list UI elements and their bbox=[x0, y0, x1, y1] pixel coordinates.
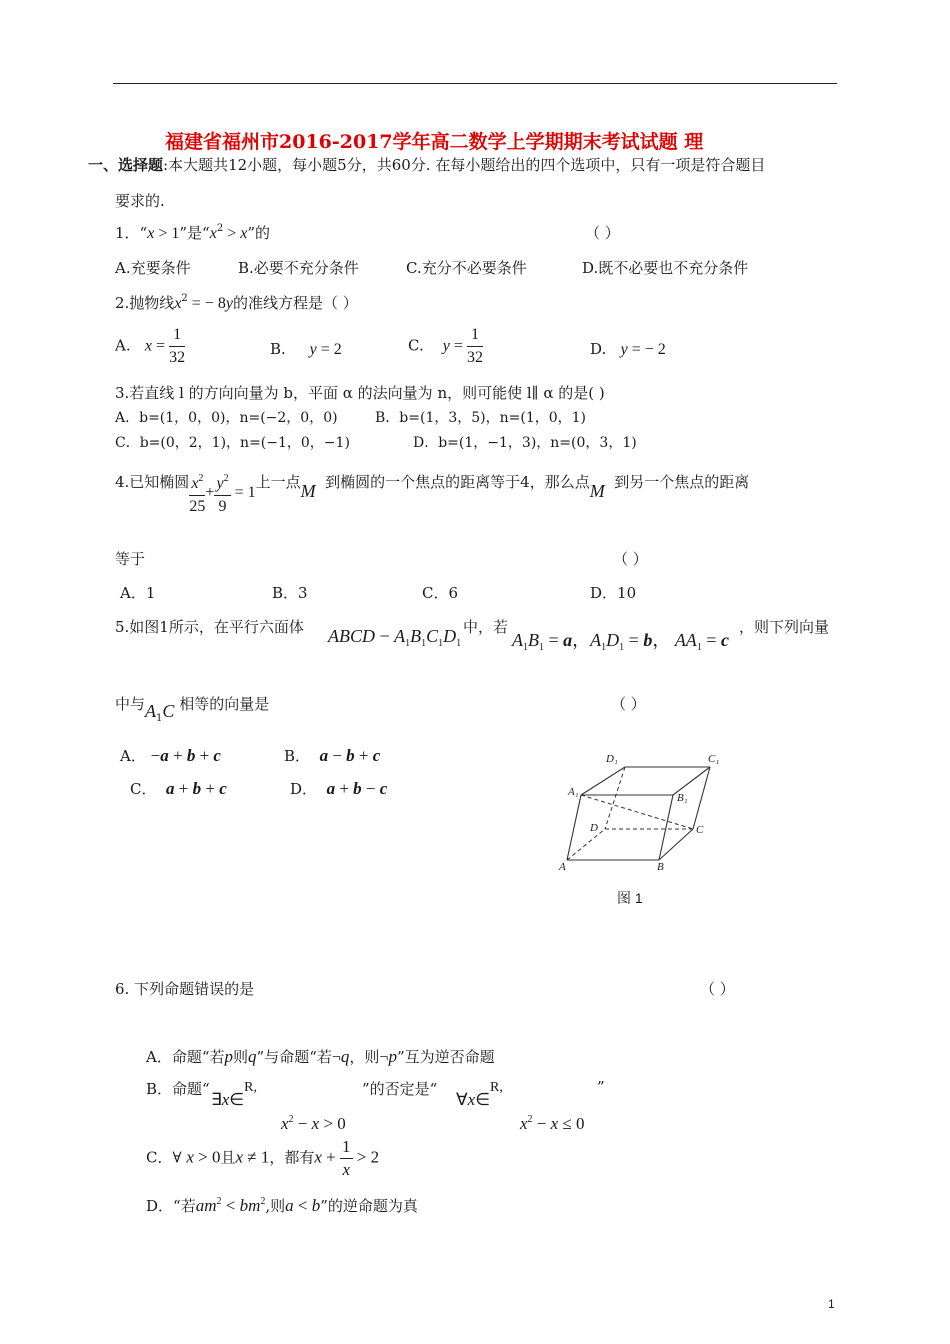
question-6-stem: 6. 下列命题错误的是 bbox=[115, 980, 255, 998]
section-intro bbox=[88, 154, 765, 175]
q6-option-b-mid: ”的否定是“ bbox=[362, 1080, 438, 1098]
q4-option-d: D．10 bbox=[590, 584, 637, 602]
label-b1: B₁ bbox=[677, 792, 688, 804]
edge-b1-b bbox=[659, 795, 673, 860]
label-d1: D₁ bbox=[606, 753, 618, 765]
edge-b-c bbox=[659, 829, 693, 860]
q5-conditions: $A_1B_1 = a$，$A_1D_1 = b$， $AA_1 = c$ bbox=[512, 630, 729, 653]
q5-option-a: A． −a + b + c bbox=[120, 746, 221, 765]
section-label: 一、选择题 bbox=[88, 156, 164, 174]
label-d: D bbox=[590, 822, 598, 834]
q1-expr-x-gt-1: x bbox=[147, 225, 155, 242]
q6-option-b-expr1: ∃x∈$^{R,}$ $x^2 - x > 0$ bbox=[211, 1080, 346, 1133]
figure-caption: 图 1 bbox=[617, 890, 643, 906]
label-a: A bbox=[559, 861, 566, 873]
question-2-stem: 2.抛物线$x^2$ = − 8y的准线方程是（ ） bbox=[115, 293, 358, 312]
q3-option-c: C．b=(0，2，1)，n=(−1，0，−1) bbox=[115, 435, 350, 451]
q1-option-a: A.充要条件 bbox=[115, 259, 191, 277]
edge-c1-c bbox=[693, 767, 710, 829]
q1-answer-paren: （ ） bbox=[585, 224, 620, 242]
edge-a1-d1 bbox=[581, 767, 625, 795]
q4-option-c: C．6 bbox=[422, 584, 459, 602]
section-intro-line2: 要求的. bbox=[115, 192, 165, 210]
q6-option-c: C．∀ x > 0且x ≠ 1，都有x + $\frac{1}{x}$ > 2 bbox=[146, 1137, 380, 1179]
q1-option-d: D.既不必要也不充分条件 bbox=[582, 259, 749, 277]
q3-option-b: B．b=(1，3，5)，n=(1，0，1) bbox=[375, 410, 587, 426]
label-b: B bbox=[657, 861, 664, 873]
q4-option-a: A．1 bbox=[120, 584, 156, 602]
page-title: 福建省福州市2016-2017学年高二数学上学期期末考试试题 理 bbox=[165, 131, 704, 153]
q5-stem-c: ，则下列向量 bbox=[739, 618, 830, 636]
q4-option-b: B．3 bbox=[272, 584, 308, 602]
edge-c1-b1 bbox=[673, 767, 710, 795]
q4-stem-cont: 等于 bbox=[115, 550, 146, 568]
hidden-edge-d1-d bbox=[605, 767, 625, 829]
question-4-stem: 4.已知椭圆 $\frac{x^2}{25}$ + $\frac{y^2}{9}$ = 1上一点M 到椭圆的一个焦点的距离等于4，那么点M 到另一个焦点的距离 bbox=[115, 468, 749, 518]
q1-option-c: C.充分不必要条件 bbox=[406, 259, 527, 277]
q5-option-c: C． a + b + c bbox=[130, 779, 227, 798]
question-5-stem: 5.如图1所示，在平行六面体 bbox=[115, 618, 304, 636]
parallelepiped-figure bbox=[550, 745, 730, 875]
label-a1: A₁ bbox=[568, 786, 579, 798]
q6-answer-paren: （ ） bbox=[700, 980, 735, 998]
q3-option-a: A．b=(1，0，0)，n=(−2，0，0) bbox=[115, 410, 338, 426]
question-1-stem: 1．“x > 1”是“$x^2 > x$”的 bbox=[115, 223, 270, 242]
q3-option-d: D．b=(1，−1，3)，n=(0，3，1) bbox=[413, 435, 637, 451]
label-c: C bbox=[696, 824, 704, 836]
q6-option-d: D．“若$am^2 < bm^2$,则a < b”的逆命题为真 bbox=[146, 1196, 418, 1215]
q6-option-a: A．命题“若p则q”与命题“若¬q，则¬p”互为逆否命题 bbox=[146, 1047, 495, 1066]
section-intro-line1: :本大题共12小题，每小题5分，共60分. 在每小题给出的四个选项中，只有一项是符合题目 bbox=[163, 156, 766, 174]
q5-option-d: D． a + b − c bbox=[290, 779, 388, 798]
q2-option-a: A. x = $\frac{1}{32}$ bbox=[115, 326, 186, 366]
q5-answer-paren: （ ） bbox=[611, 695, 646, 713]
q5-solid-name: ABCD − $A_1B_1C_1D_1$ bbox=[328, 626, 462, 649]
header-rule bbox=[113, 83, 837, 84]
q6-option-b-end: ” bbox=[597, 1078, 605, 1096]
q5-stem-b: 中，若 bbox=[463, 618, 509, 636]
q6-option-b: B．命题“ bbox=[146, 1080, 210, 1098]
q2-option-b: B. y = 2 bbox=[270, 340, 342, 358]
question-3-stem: 3.若直线 l 的方向向量为 b，平面 α 的法向量为 n，则可能使 l∥ α 的是( ) bbox=[115, 384, 605, 402]
label-c1: C₁ bbox=[708, 753, 720, 765]
q4-answer-paren: （ ） bbox=[613, 550, 648, 568]
q5-option-b: B． a − b + c bbox=[284, 746, 381, 765]
q2-option-c: C. y = $\frac{1}{32}$ bbox=[408, 326, 483, 366]
q5-stem-d: 中与$A_1C$ 相等的向量是 bbox=[115, 695, 270, 724]
page-number: 1 bbox=[828, 1297, 835, 1311]
q1-option-b: B.必要不充分条件 bbox=[238, 259, 359, 277]
q2-option-d: D. y = − 2 bbox=[590, 340, 666, 358]
q6-option-b-expr2: ∀x∈$^{R,}$ $x^2 - x \le 0$ bbox=[456, 1080, 585, 1133]
